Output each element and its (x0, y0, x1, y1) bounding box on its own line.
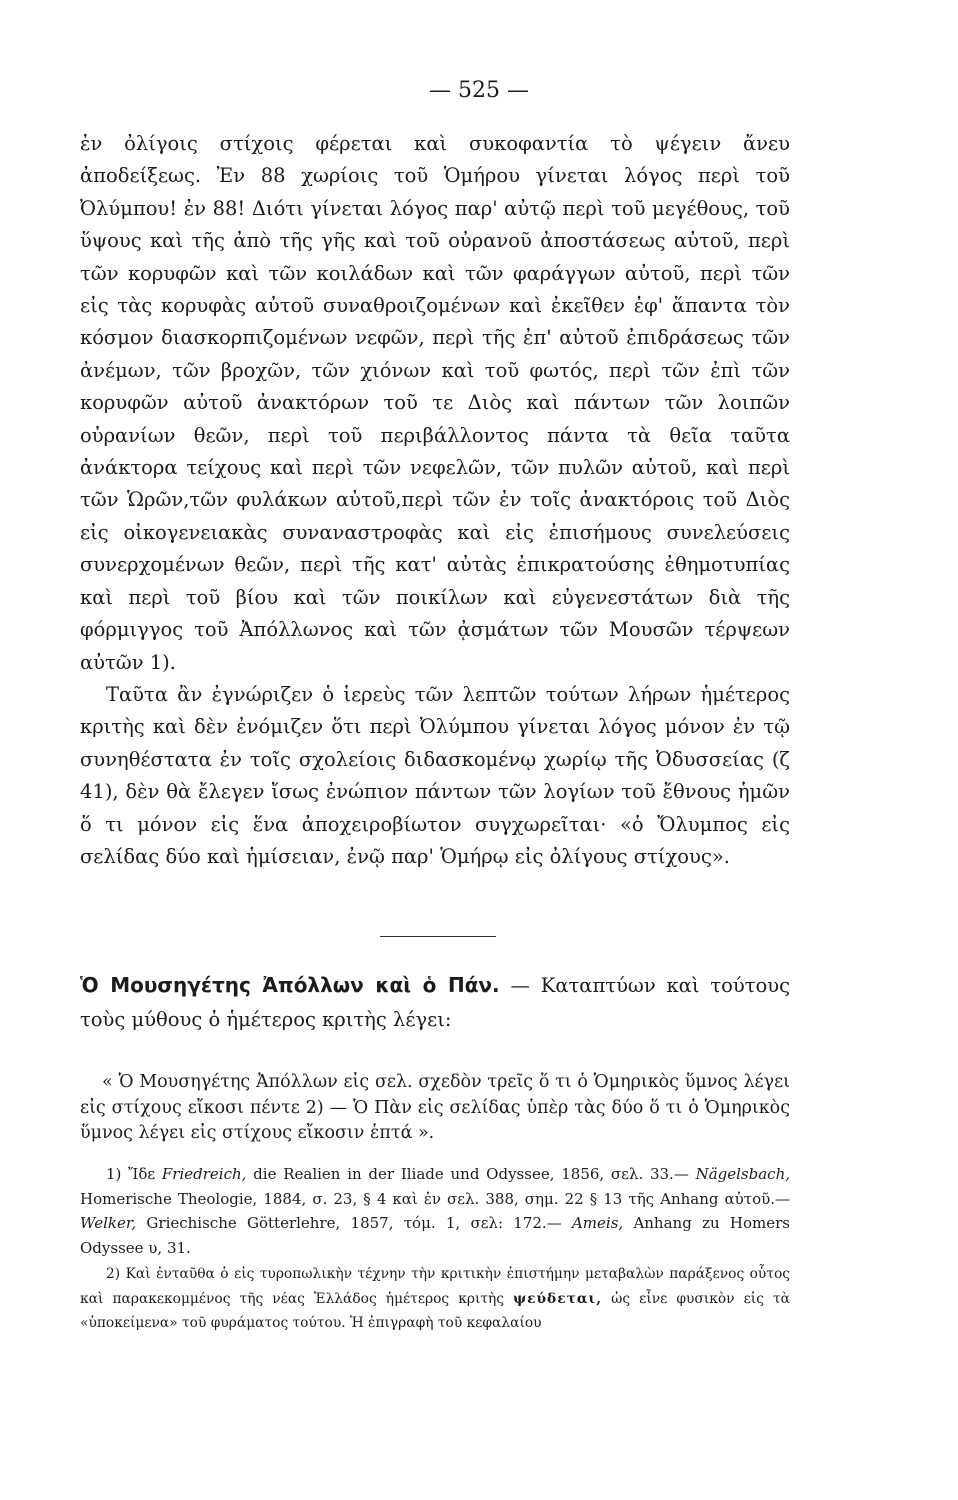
footnote-2 (80, 1262, 790, 1336)
footnote-1 (80, 1162, 790, 1260)
fn1-part: 1) Ἴδε (106, 1165, 162, 1183)
section-title: Ὁ Μουσηγέτης Ἀπόλλων καὶ ὁ Πάν. (80, 973, 500, 997)
fn1-author-ameis: Ameis, (571, 1214, 624, 1232)
section-text: — Καταπτύων καὶ τούτους τοὺς μύθους ὁ ἡμέτερος κριτὴς λέγει: (80, 974, 790, 1031)
fn1-author-welker: Welker, (80, 1214, 137, 1232)
fn1-part: Griechische Götterlehre, 1857, τόμ. 1, σελ: 172.— (136, 1214, 572, 1232)
fn1-author-nagelsbach: Nägelsbach, (695, 1165, 790, 1183)
fn2-emphasis: ψεύδεται, (513, 1290, 602, 1307)
section-divider (380, 936, 496, 937)
body-paragraph-2: Ταῦτα ἂν ἐγνώριζεν ὁ ἱερεὺς τῶν λεπτῶν τούτων λήρων ἡμέτερος κριτὴς καὶ δὲν ἐνόμιζεν ὅτι περὶ Ὀλύμπου γίνεται λόγος μόνον ἐν τῷ συνηθέστατα ἐν τοῖς σχολείοις διδασκομένῳ χωρίῳ τῆς Ὀδυσσείας (ζ 41), δὲν θὰ ἔλεγεν ἴσως ἐνώπιον πάντων τῶν λογίων τοῦ ἔθνους ἡμῶν ὅ τι μόνον εἰς ἕνα ἀποχειροβίωτον συγχωρεῖται· «ὁ Ὄλυμπος εἰς σελίδας δύο καὶ ἡμίσειαν, ἐνῷ παρ' Ὁμήρῳ εἰς ὀλίγους στίχους». (80, 682, 790, 868)
fn1-author-friedreich: Friedreich, (161, 1165, 247, 1183)
body-paragraph-1: ἐν ὀλίγοις στίχοις φέρεται καὶ συκοφαντία τὸ ψέγειν ἄνευ ἀποδείξεως. Ἐν 88 χωρίοις τοῦ Ὁμήρου γίνεται λόγος περὶ τοῦ Ὀλύμπου! ἐν 88! Διότι γίνεται λόγος παρ' αὐτῷ περὶ τοῦ μεγέθους, τοῦ ὕψους καὶ τῆς ἀπὸ τῆς γῆς καὶ τοῦ οὐρανοῦ ἀποστάσεως αὐτοῦ, περὶ τῶν κορυφῶν καὶ τῶν κοιλάδων καὶ τῶν φαράγγων αὐτοῦ, περὶ τῶν εἰς τὰς κορυφὰς αὐτοῦ συναθροιζομένων καὶ ἐκεῖθεν ἐφ' ἅπαντα τὸν κόσμον διασκορπιζομένων νεφῶν, περὶ τῆς ἐπ' αὐτοῦ ἐπιδράσεως τῶν ἀνέμων, τῶν βροχῶν, τῶν χιόνων καὶ τοῦ φωτός, περὶ τῶν ἐπὶ τῶν κορυφῶν αὐτοῦ ἀνακτόρων τοῦ τε Διὸς καὶ πάντων τῶν λοιπῶν οὐρανίων θεῶν, περὶ τοῦ περιβάλλοντος πάντα τὰ θεῖα ταῦτα ἀνάκτορα τείχους καὶ περὶ τῶν νεφελῶν, τῶν πυλῶν αὐτοῦ, καὶ περὶ τῶν Ὡρῶν,τῶν φυλάκων αὐτοῦ,περὶ τῶν ἐν τοῖς ἀνακτόροις τοῦ Διὸς εἰς οἰκογενειακὰς συναναστροφὰς καὶ εἰς ἐπισήμους συνελεύσεις συνερχομένων θεῶν, περὶ τῆς κατ' αὐτὰς ἐπικρατούσης ἐθημοτυπίας καὶ περὶ τοῦ βίου καὶ τῶν ποικίλων καὶ εὐγενεστάτων διὰ τῆς φόρμιγγος τοῦ Ἀπόλλωνος καὶ τῶν ᾀσμάτων τῶν Μουσῶν τέρψεων αὐτῶν 1). (80, 132, 790, 674)
fn1-part: Homerische Theologie, 1884, σ. 23, § 4 καὶ ἐν σελ. 388, σημ. 22 § 13 τῆς Anhang αὐτοῦ.— (80, 1189, 790, 1208)
footnotes (80, 1162, 790, 1336)
section-heading-paragraph (80, 968, 790, 1037)
main-text (80, 128, 790, 873)
fn2-part: 2) Καὶ ἐνταῦθα ὁ εἰς τυροπωλικὴν τέχνην τὴν κριτικὴν ἐπιστήμην μεταβαλὼν παράξενος οὗτος καὶ παρακεκομμένος τῆς νέας Ἑλλάδος ἡμέτερος κριτὴς (80, 1266, 790, 1307)
page-number: — 525 — (429, 78, 529, 103)
quote-block: « Ὁ Μουσηγέτης Ἀπόλλων εἰς σελ. σχεδὸν τρεῖς ὅ τι ὁ Ὁμηρικὸς ὕμνος λέγει εἰς στίχους εἴκοσι πέντε 2) — Ὁ Πὰν εἰς σελίδας ὑπὲρ τὰς δύο ὅ τι ὁ Ὁμηρικὸς ὕμνος λέγει εἰς στίχους εἴκοσιν ἑπτά ». (80, 1072, 790, 1143)
fn2-part: ὡς εἶνε φυσικὸν εἰς τὰ «ὑποκείμενα» τοῦ φυράματος τούτου. Ἡ ἐπιγραφὴ τοῦ κεφαλαίου (80, 1290, 790, 1331)
fn1-part: die Realien in der Iliade und Odyssee, 1856, σελ. 33.— (246, 1165, 696, 1183)
fn1-part: Anhang zu Homers Odyssee υ, 31. (80, 1214, 790, 1257)
